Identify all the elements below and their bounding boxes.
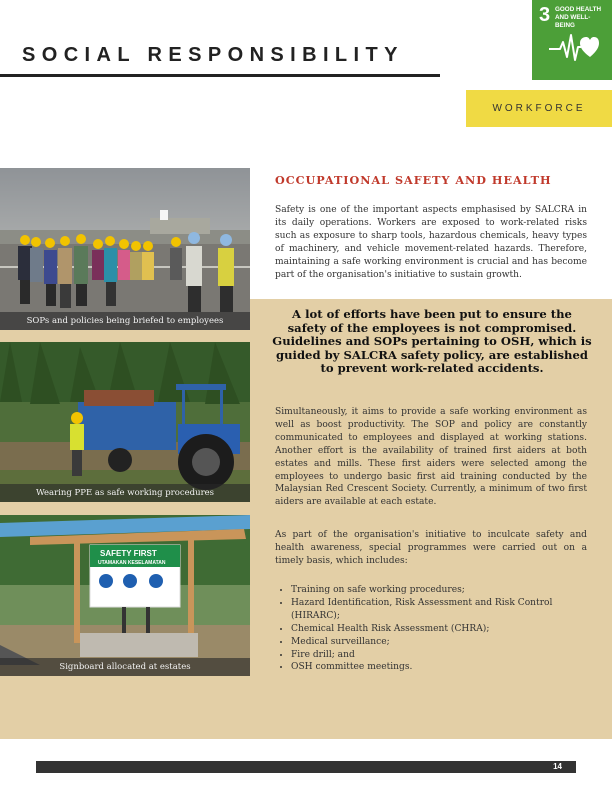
sdg-label: GOOD HEALTH AND WELL-BEING: [555, 6, 602, 29]
first-aid-paragraph: Simultaneously, it aims to provide a safe working environment as well as boost productivity. The SOP and policy are constantly communicated to employees and displayed at working stations. Another effort is the availability of trained first aiders at both estates and mills. These first aiders were selected among the employees to undergo basic first aid training conducted by the Malaysian Red Crescent Society. Currently, a minimum of two first aiders are available at each estate.: [275, 407, 587, 508]
list-item: • Medical surveillance;: [291, 636, 587, 649]
sign-title: SAFETY FIRST: [100, 549, 157, 558]
briefing-scene-image: [0, 168, 250, 330]
heartbeat-icon: [548, 30, 600, 64]
signboard-scene-image: [0, 515, 250, 676]
intro-paragraph: Safety is one of the important aspects emphasised by SALCRA in its daily operations. Workers are exposed to work-related risks such as exposure to sharp tools, hazardous chemicals, heavy types of machinery, and vehicle movement-related hazards. Therefore, maintaining a safe working environment is crucial and has become part of the organisation's initiative to sustain growth.: [275, 205, 587, 280]
list-item: • Chemical Health Risk Assessment (CHRA);: [291, 623, 587, 636]
photo-caption: SOPs and policies being briefed to employees: [0, 312, 250, 330]
sdg-goal-badge: [532, 0, 612, 80]
photo-caption: Signboard allocated at estates: [0, 658, 250, 676]
programmes-paragraph: As part of the organisation's initiative to inculcate safety and health awareness, special programmes were carried out on a timely basis, which includes:: [275, 530, 587, 566]
footer-bar: [36, 761, 576, 773]
photo-caption: Wearing PPE as safe working procedures: [0, 484, 250, 502]
list-item: • OSH committee meetings.: [291, 661, 587, 674]
sign-subtitle: UTAMAKAN KESELAMATAN: [98, 560, 166, 566]
photo-signboard: [0, 515, 250, 676]
page-number: 14: [553, 762, 562, 771]
list-item: • Training on safe working procedures;: [291, 584, 587, 597]
sdg-number: 3: [539, 4, 551, 26]
list-item: • Hazard Identification, Risk Assessment and Risk Control (HIRARC);: [291, 597, 587, 623]
title-underline: [0, 74, 440, 77]
programme-list: [275, 584, 587, 674]
photo-sop-briefing: [0, 168, 250, 330]
callout-quote: A lot of efforts have been put to ensure the safety of the employees is not compromised. Guidelines and SOPs pertaining to OSH, which is guided by SALCRA safety policy, are established to prevent work-related accidents.: [272, 307, 592, 376]
page-title: SOCIAL RESPONSIBILITY: [22, 44, 404, 66]
section-heading: OCCUPATIONAL SAFETY AND HEALTH: [275, 173, 552, 187]
section-tag: WORKFORCE: [466, 90, 612, 127]
ppe-scene-image: [0, 342, 250, 502]
photo-ppe: [0, 342, 250, 502]
list-item: • Fire drill; and: [291, 649, 587, 662]
